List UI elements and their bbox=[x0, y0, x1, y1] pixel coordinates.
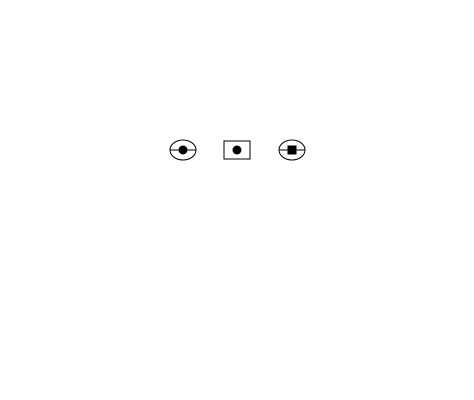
figure-caption bbox=[3, 287, 471, 288]
section-bb-drawing bbox=[170, 140, 196, 160]
section-aa-drawing bbox=[224, 141, 250, 159]
section-vv-drawing bbox=[279, 140, 305, 160]
